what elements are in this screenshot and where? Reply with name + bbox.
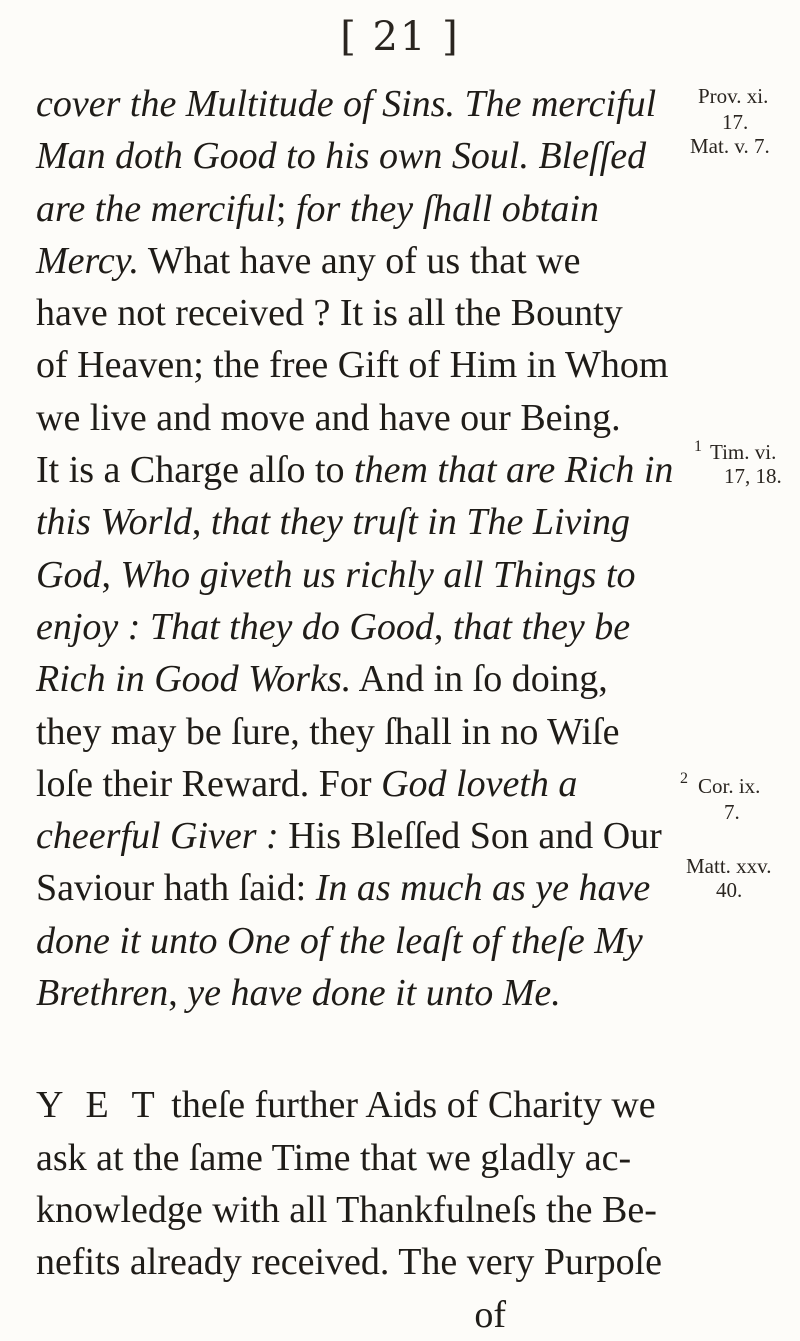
text-run: that they be — [452, 605, 631, 648]
text-line — [36, 601, 736, 653]
text-run: we live and move and have our Being. — [36, 396, 621, 439]
text-run: cover the Multitude of Sins. — [36, 83, 465, 125]
margin-note-cor: Cor. ix. — [698, 774, 761, 798]
text-run: done it unto One of the leaſt of theſe My — [36, 919, 643, 962]
text-line — [36, 235, 736, 287]
text-run: Rich in Good Works. — [36, 658, 352, 701]
text-line — [36, 706, 736, 758]
text-run: Man doth Good to his own Soul. Bleſſed — [36, 135, 647, 178]
text-run: It is a Charge alſo to — [36, 449, 355, 492]
text-run: nefits already received. The very Purpoſe — [36, 1241, 663, 1284]
text-line — [36, 392, 736, 444]
text-run: ; — [275, 187, 296, 230]
text-run: Mercy. — [36, 239, 140, 282]
text-line — [36, 183, 736, 235]
text-run: are the merciful — [36, 187, 276, 230]
text-run: Saviour hath ſaid: — [36, 867, 316, 910]
text-run: cheerful Giver : — [36, 815, 279, 858]
text-run: ask at the ſame Time that we gladly ac- — [36, 1136, 632, 1179]
text-line — [36, 915, 736, 967]
text-run: loſe their Reward. For — [36, 762, 382, 805]
body-text — [36, 78, 736, 1341]
text-run: His Bleſſed Son and Our — [278, 815, 662, 858]
text-line — [36, 1236, 736, 1288]
margin-note-mat: Mat. v. 7. — [690, 134, 770, 158]
margin-note-prov: Prov. xi. — [698, 84, 769, 108]
text-run: , — [433, 605, 453, 648]
text-run: And in ſo doing, — [351, 658, 608, 701]
text-run: Brethren — [36, 972, 169, 1015]
text-run: theſe further Aids of Charity we — [161, 1084, 656, 1127]
margin-note-matt: Matt. xxv. — [686, 854, 772, 878]
text-run: this World — [36, 501, 192, 544]
text-line — [36, 967, 736, 1019]
margin-marker-tim: 1 — [694, 438, 702, 455]
text-run: The merciful — [464, 83, 657, 125]
margin-marker-cor: 2 — [680, 770, 688, 787]
text-line — [36, 758, 736, 810]
margin-note-tim-verse: 17, 18. — [724, 464, 782, 488]
text-line — [36, 549, 736, 601]
text-run: Who giveth us richly all Things to — [120, 553, 636, 596]
text-line — [36, 496, 736, 548]
margin-note-matt-verse: 40. — [716, 878, 743, 902]
text-run: that they truſt in The Living — [210, 501, 630, 544]
text-line — [36, 339, 736, 391]
page-number: [ 21 ] — [340, 14, 460, 60]
text-run: , — [168, 972, 188, 1015]
text-run: they may be ſure, they ſhall in no Wiſe — [36, 710, 620, 753]
text-line — [36, 1079, 736, 1131]
text-run: What have any of us that we — [139, 239, 581, 282]
paragraph-gap — [36, 1019, 736, 1079]
text-run: God — [36, 553, 102, 596]
text-run: them that are Rich in — [354, 449, 674, 492]
catchword: of — [474, 1293, 506, 1336]
margin-note-prov-verse: 17. — [722, 110, 749, 134]
text-run: for they ſhall obtain — [295, 187, 599, 230]
paragraph-2 — [36, 1079, 736, 1288]
text-line — [36, 1184, 736, 1236]
text-line — [36, 810, 736, 862]
margin-note-cor-verse: 7. — [724, 800, 740, 824]
text-line — [36, 287, 736, 339]
text-line — [36, 444, 736, 496]
text-line — [36, 1132, 736, 1184]
margin-note-tim: Tim. vi. — [710, 440, 777, 464]
text-run: In as much as ye have — [315, 867, 651, 910]
text-run: ye have done it unto Me. — [187, 972, 561, 1015]
text-run: have not received ? It is all the Bounty — [36, 292, 623, 335]
text-run: of Heaven; the free Gift of Him in Whom — [36, 344, 669, 387]
text-line — [36, 130, 736, 182]
text-run: God loveth a — [381, 762, 578, 805]
text-run: , — [191, 501, 211, 544]
text-run: knowledge with all Thankfulneſs the Be- — [36, 1188, 657, 1231]
text-line — [36, 862, 736, 914]
text-run: enjoy : That they do Good — [36, 605, 434, 648]
text-run: , — [101, 553, 121, 596]
text-line — [36, 653, 736, 705]
text-line — [36, 78, 736, 130]
catchword-line — [36, 1289, 736, 1341]
text-run: Y E T — [36, 1084, 162, 1127]
paragraph-1 — [36, 78, 736, 1019]
